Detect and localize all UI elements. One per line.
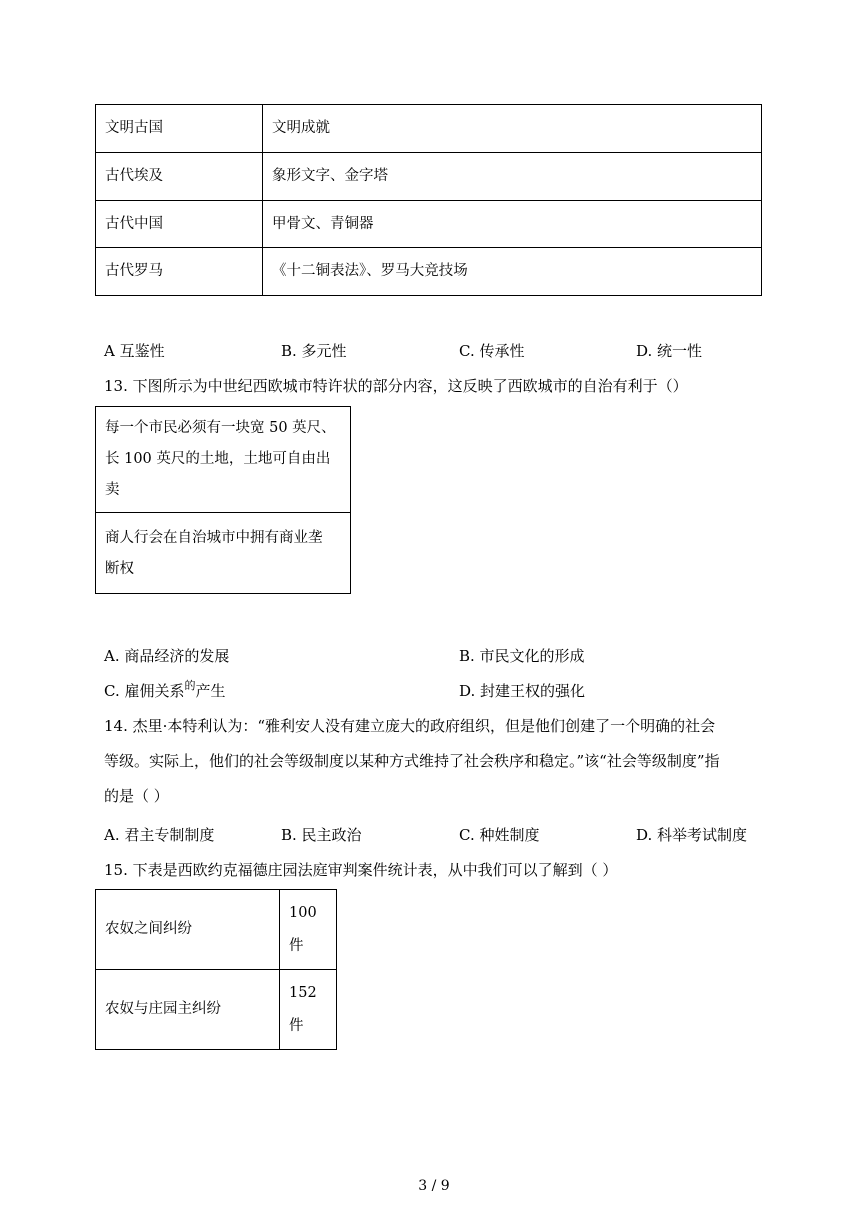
charter-line: 卖 <box>105 482 120 498</box>
case-unit: 件 <box>289 937 304 954</box>
q14-option-a: A. 君主专制制度 <box>104 826 215 844</box>
charter-line: 长 100 英尺的土地，土地可自由出 <box>105 451 331 467</box>
case-count: 152 <box>289 984 317 1001</box>
q12-option-d: D. 统一性 <box>636 342 703 360</box>
q14-line-1: 14. 杰里·本特利认为：“雅利安人没有建立庞大的政府组织，但是他们创建了一个明确的社会 <box>104 717 716 735</box>
q13-stem: 13. 下图所示为中世纪西欧城市特许状的部分内容，这反映了西欧城市的自治有利于（） <box>104 377 688 395</box>
table-cell: 甲骨文、青铜器 <box>263 201 762 248</box>
table-cell: 象形文字、金字塔 <box>263 153 762 201</box>
table-cell: 农奴与庄园主纠纷 <box>96 970 280 1050</box>
case-count: 100 <box>289 904 317 921</box>
charter-line: 商人行会在自治城市中拥有商业垄 <box>105 530 323 546</box>
q13-option-c <box>104 681 226 703</box>
case-unit: 件 <box>289 1017 304 1034</box>
table-cell: 古代中国 <box>96 201 263 248</box>
q13-option-d: D. 封建王权的强化 <box>459 682 586 700</box>
q13-option-c-superscript: 的 <box>184 679 196 692</box>
q14-option-c: C. 种姓制度 <box>459 826 540 844</box>
q14-line-2: 等级。实际上，他们的社会等级制度以某种方式维持了社会秩序和稳定。”该“社会等级制度”指 <box>104 752 720 770</box>
civilization-table <box>95 104 762 296</box>
charter-clause-2 <box>96 513 351 594</box>
table-cell: 古代埃及 <box>96 153 263 201</box>
charter-line: 每一个市民必须有一块宽 50 英尺、 <box>105 420 336 436</box>
q12-option-c: C. 传承性 <box>459 342 525 360</box>
charter-line: 断权 <box>105 561 134 577</box>
table-cell: 农奴之间纠纷 <box>96 890 280 970</box>
q14-option-b: B. 民主政治 <box>281 826 362 844</box>
q12-option-a: A 互鉴性 <box>104 342 165 360</box>
table-cell <box>280 890 337 970</box>
q13-option-b: B. 市民文化的形成 <box>459 647 585 665</box>
charter-clause-1 <box>96 407 351 513</box>
q13-option-c-text: C. 雇佣关系 <box>104 682 185 700</box>
table-cell <box>280 970 337 1050</box>
table-cell: 文明成就 <box>263 105 762 153</box>
q13-option-c-tail: 产生 <box>195 682 226 700</box>
page-number: 3 / 9 <box>418 1178 450 1194</box>
table-cell: 古代罗马 <box>96 248 263 296</box>
q14-line-3: 的是（ ） <box>104 787 169 805</box>
table-cell: 文明古国 <box>96 105 263 153</box>
q13-option-a: A. 商品经济的发展 <box>104 647 230 665</box>
q14-option-d: D. 科举考试制度 <box>636 826 748 844</box>
manor-court-table <box>95 889 337 1050</box>
charter-box <box>95 406 351 594</box>
q15-stem: 15. 下表是西欧约克福德庄园法庭审判案件统计表，从中我们可以了解到（ ） <box>104 861 618 879</box>
table-cell: 《十二铜表法》、罗马大竞技场 <box>263 248 762 296</box>
q12-option-b: B. 多元性 <box>281 342 347 360</box>
